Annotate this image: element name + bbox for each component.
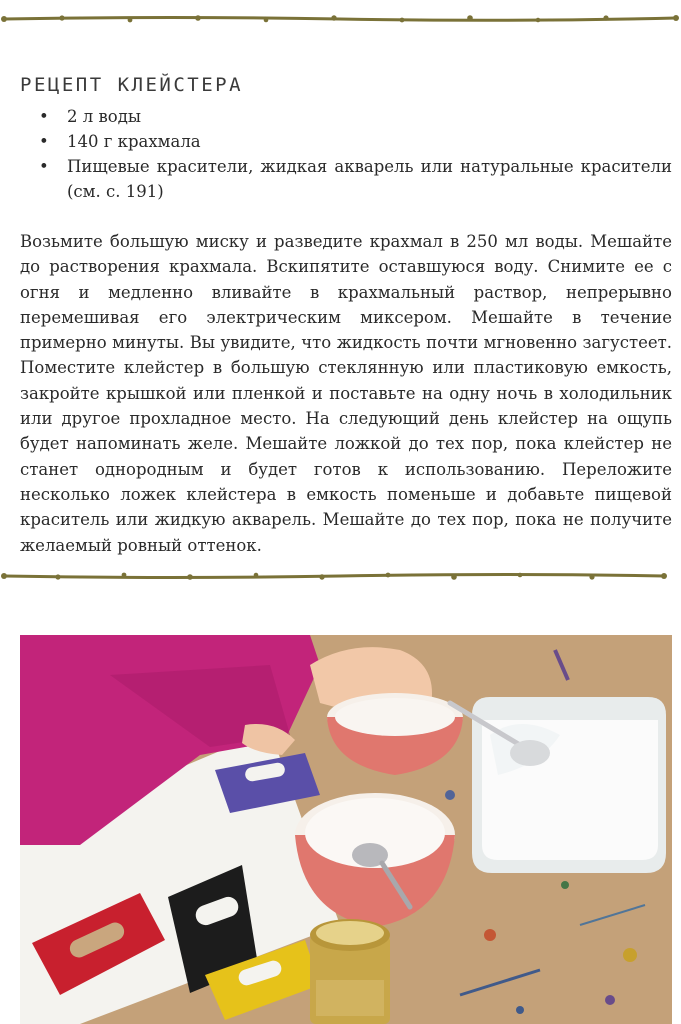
recipe-instructions: Возьмите большую миску и разведите крахмал в 250 мл воды. Мешайте до растворения крахмала. Вскипятите оставшуюся воду. Снимите ее с огня и медленно вливайте в крахмальный раствор, непрерывно перемешивая его электрическим миксером. Мешайте в течение примерно минуты. Вы увидите, что жидкость почти мгновенно загустеет. Поместите клейстер в большую стеклянную или пластиковую емкость, закройте крышкой или пленкой и поставьте на одну ночь в холодильник или другое прохладное место. На следующий день клейстер на ощупь будет напоминать желе. Мешайте ложкой до тех пор, пока клейстер не станет однородным и будет готов к использованию. Переложите несколько ложек клейстера в емкость поменьше и добавьте пищевой краситель или жидкую акварель. Мешайте до тех пор, пока не получите желаемый ровный оттенок.: [20, 232, 672, 555]
recipe-photo: [20, 635, 672, 1024]
recipe-title: РЕЦЕПТ КЛЕЙСТЕРА: [20, 74, 244, 96]
ingredient-list: [36, 104, 672, 204]
ingredient-item: • 2 л воды: [36, 104, 672, 129]
top-divider: [0, 8, 681, 28]
photo-illustration: [20, 635, 672, 1024]
bottom-divider: [0, 566, 681, 586]
ingredient-item: • 140 г крахмала: [36, 129, 672, 154]
ingredient-item: • Пищевые красители, жидкая акварель или натуральные красители (см. с. 191): [36, 154, 672, 204]
